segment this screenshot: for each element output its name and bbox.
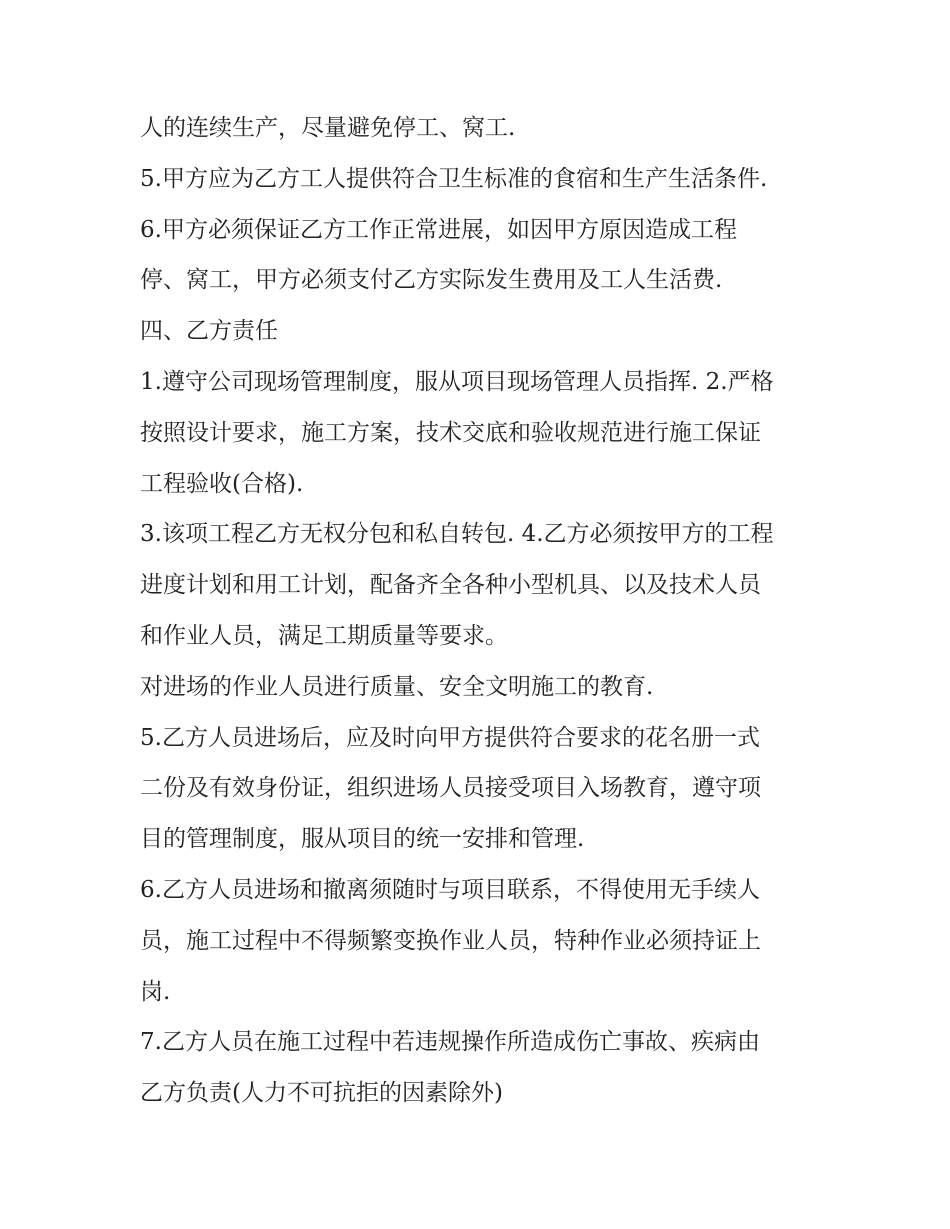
text-line: 6.乙方人员进场和撤离须随时与项目联系，不得使用无手续人 [140, 876, 760, 903]
text-line: 二份及有效身份证，组织进场人员接受项目入场教育，遵守项 [140, 775, 761, 802]
text-line: 进度计划和用工计划，配备齐全各种小型机具、以及技术人员 [140, 572, 761, 599]
text-line: 人的连续生产，尽量避免停工、窝工. [140, 115, 516, 141]
text-line: 按照设计要求，施工方案，技术交底和验收规范进行施工保证 [140, 419, 761, 446]
document-body [140, 103, 820, 1119]
text-line: 5.乙方人员进场后，应及时向甲方提供符合要求的花名册一式 [140, 724, 760, 751]
text-line: 目的管理制度，服从项目的统一安排和管理. [140, 826, 585, 853]
text-line: 7.乙方人员在施工过程中若违规操作所造成伤亡事故、疾病由 [140, 1029, 760, 1056]
section-heading: 四、乙方责任 [140, 318, 278, 345]
text-line: 3.该项工程乙方无权分包和私自转包. 4.乙方必须按甲方的工程 [140, 521, 774, 548]
text-line: 员，施工过程中不得频繁变换作业人员，特种作业必须持证上 [140, 927, 761, 954]
text-line: 停、窝工，甲方必须支付乙方实际发生费用及工人生活费. [140, 267, 723, 294]
text-line: 和作业人员，满足工期质量等要求。 [140, 622, 508, 649]
text-line: 5.甲方应为乙方工人提供符合卫生标准的食宿和生产生活条件. [140, 165, 768, 192]
text-line: 6.甲方必须保证乙方工作正常进展，如因甲方原因造成工程 [140, 216, 737, 243]
text-line: 乙方负责(人力不可抗拒的因素除外) [140, 1080, 503, 1107]
text-line: 工程验收(合格). [140, 470, 304, 497]
text-line: 岗. [140, 978, 171, 1005]
text-line: 1.遵守公司现场管理制度，服从项目现场管理人员指挥. 2.严格 [140, 368, 774, 395]
text-line: 对进场的作业人员进行质量、安全文明施工的教育. [140, 673, 654, 700]
